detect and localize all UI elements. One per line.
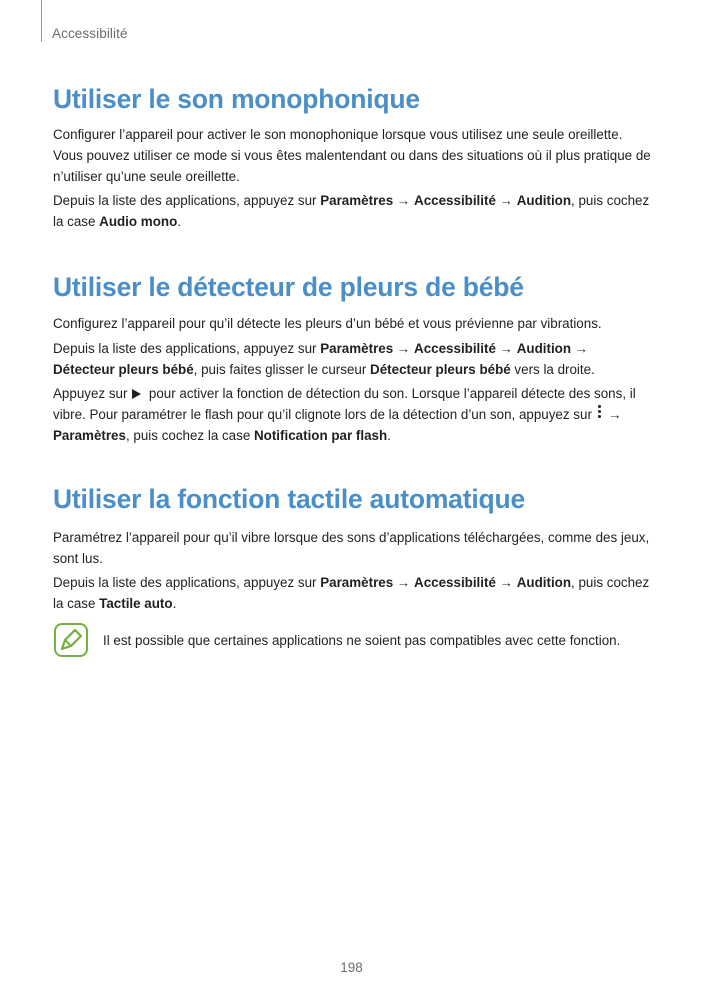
section-title-auto-haptic: Utiliser la fonction tactile automatique [53, 484, 526, 514]
note-text: Il est possible que certaines applications ne soient pas compatibles avec cette fonction. [103, 633, 621, 648]
paragraph-mono-steps: Depuis la liste des applications, appuyez sur Paramètres → Accessibilité → Audition, puis cochez la case Audio mono. [53, 193, 650, 229]
menu-accessibilite: Accessibilité [414, 193, 496, 208]
paragraph-haptic-steps: Depuis la liste des applications, appuyez sur Paramètres → Accessibilité → Audition, puis cochez la case Tactile auto. [53, 575, 650, 611]
paragraph-baby-intro: Configurez l’appareil pour qu’il détecte les pleurs d’un bébé et vous prévienne par vibrations. [53, 316, 602, 331]
menu-audition: Audition [516, 193, 572, 208]
section-title-mono-audio: Utiliser le son monophonique [53, 84, 420, 114]
header-rule [41, 0, 42, 42]
section-title-baby-cry: Utiliser le détecteur de pleurs de bébé [53, 272, 524, 302]
paragraph-mono-intro: Configurer l’appareil pour activer le son monophonique lorsque vous utilisez une seule oreillette. Vous pouvez utiliser ce mode si vous êtes malentendant ou dans des situations où il plus pratique de n’utiliser qu’une seule oreillette. [53, 127, 651, 184]
paragraph-baby-steps: Depuis la liste des applications, appuyez sur Paramètres → Accessibilité → Audition → Détecteur pleurs bébé, puis faites glisser le curseur Détecteur pleurs bébé vers la droite. [53, 341, 595, 377]
paragraph-haptic-intro: Paramétrez l’appareil pour qu’il vibre lorsque des sons d’applications téléchargées, comme des jeux, sont lus. [53, 530, 650, 566]
running-header: Accessibilité [52, 26, 128, 41]
play-icon [132, 389, 141, 399]
page-number: 198 [340, 960, 363, 975]
menu-parametres: Paramètres [320, 193, 394, 208]
note-icon [54, 623, 88, 657]
option-audio-mono: Audio mono [99, 214, 178, 229]
more-options-icon [598, 405, 602, 420]
paragraph-baby-detect: Appuyez sur pour activer la fonction de détection du son. Lorsque l’appareil détecte des sons, il vibre. Pour paramétrer le flash pour qu’il clignote lors de la détection d’un son, appuyez sur → Paramètres, puis cochez la case Notification par flash. [53, 386, 636, 443]
